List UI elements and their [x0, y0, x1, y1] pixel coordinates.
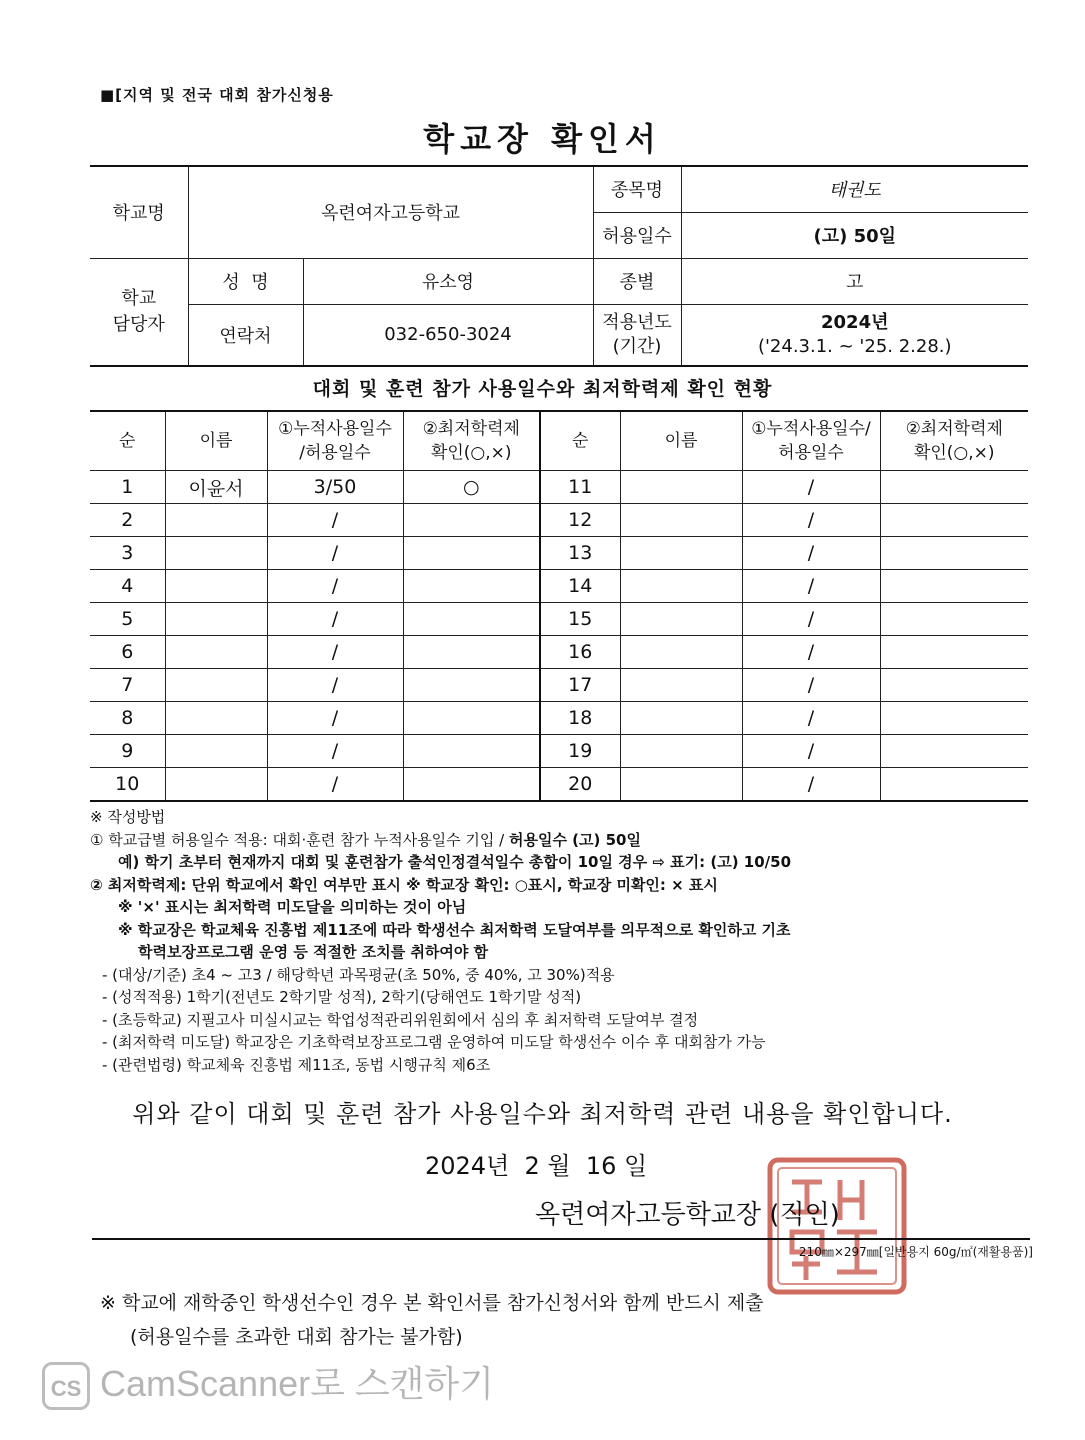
table-row	[90, 768, 1028, 802]
table-cell: 3	[90, 537, 165, 570]
table-cell: /	[742, 537, 880, 570]
table-cell: /	[267, 537, 403, 570]
detail-4: - (최저학력 미도달) 학교장은 기초학력보장프로그램 운영하여 미도달 학생선수 이수 후 대회참가 가능	[102, 1033, 766, 1051]
note-4b: 학력보장프로그램 운영 등 적절한 조치를 취하여야 함	[138, 943, 489, 961]
col-header: 이름	[165, 411, 267, 471]
table-cell	[403, 570, 540, 603]
table-cell: 11	[540, 471, 620, 504]
table-cell: /	[742, 504, 880, 537]
table-cell: 18	[540, 702, 620, 735]
col-header: ②최저학력제 확인(○,×)	[880, 411, 1028, 471]
table-cell	[165, 702, 267, 735]
table-cell	[620, 537, 742, 570]
note-1-bold: 허용일수 (고) 50일	[509, 830, 641, 849]
school-name: 옥련여자고등학교	[188, 166, 593, 258]
table-row	[90, 735, 1028, 768]
table-cell	[880, 570, 1028, 603]
table-cell	[620, 603, 742, 636]
table-cell: 17	[540, 669, 620, 702]
footer-note: ※ 학교에 재학중인 학생선수인 경우 본 확인서를 참가신청서와 함께 반드시 제출	[100, 1292, 764, 1314]
table-cell	[403, 768, 540, 802]
table-cell	[165, 570, 267, 603]
table-cell: /	[742, 768, 880, 802]
table-cell: /	[742, 735, 880, 768]
col-header: ①누적사용일수 /허용일수	[267, 411, 403, 471]
col-header: ①누적사용일수/ 허용일수	[742, 411, 880, 471]
table-cell	[880, 471, 1028, 504]
table-row	[90, 603, 1028, 636]
form-tag: ■[지역 및 전국 대회 참가신청용	[100, 86, 334, 104]
table-cell	[403, 603, 540, 636]
contact-label: 연락처	[188, 304, 303, 366]
table-cell	[880, 504, 1028, 537]
table-cell	[880, 636, 1028, 669]
detail-5: - (관련법령) 학교체육 진흥법 제11조, 동법 시행규칙 제6조	[102, 1055, 491, 1074]
name-label: 성 명	[188, 258, 303, 304]
table-cell: 15	[540, 603, 620, 636]
year-value: 2024년	[821, 311, 889, 333]
detail-1: - (대상/기준) 초4 ~ 고3 / 해당학년 과목평균(초 50%, 중 40%, 고 30%)적용	[102, 965, 615, 984]
year-label: 적용년도 (기간)	[593, 304, 681, 366]
table-cell: 20	[540, 768, 620, 802]
table-cell: /	[267, 504, 403, 537]
table-cell	[165, 669, 267, 702]
table-cell: 7	[90, 669, 165, 702]
table-cell: 10	[90, 768, 165, 802]
col-header: 이름	[620, 411, 742, 471]
table-cell	[880, 669, 1028, 702]
table-row	[90, 702, 1028, 735]
paper-spec: 210㎜×297㎜[일반용지 60g/㎡(재활용품)]	[798, 1245, 1033, 1259]
note-1-text: ① 학교급별 허용일수 적용: 대회·훈련 참가 누적사용일수 기입 /	[90, 830, 509, 849]
table-cell: 8	[90, 702, 165, 735]
year-cell	[681, 304, 1028, 366]
notes-heading: ※ 작성방법	[90, 808, 166, 826]
table-row	[90, 570, 1028, 603]
allowed-label: 허용일수	[593, 212, 681, 258]
table-cell: /	[267, 636, 403, 669]
table-cell	[403, 636, 540, 669]
table-cell: /	[267, 603, 403, 636]
table-cell	[880, 735, 1028, 768]
issue-date: 2024년 2 월 16 일	[425, 1152, 648, 1180]
table-cell	[880, 537, 1028, 570]
table-cell	[620, 768, 742, 802]
table-cell: 1	[90, 471, 165, 504]
table-cell	[620, 636, 742, 669]
sport-label: 종목명	[593, 166, 681, 212]
confirm-statement: 위와 같이 대회 및 훈련 참가 사용일수와 최저학력 관련 내용을 확인합니다.	[132, 1100, 953, 1128]
table-cell: 6	[90, 636, 165, 669]
usage-table	[90, 410, 1028, 802]
detail-2: - (성적적용) 1학기(전년도 2학기말 성적), 2학기(당해연도 1학기말 성적)	[102, 988, 582, 1006]
detail-3: - (초등학교) 지필고사 미실시교는 학업성적관리위원회에서 심의 후 최저학력 도달여부 결정	[102, 1010, 699, 1029]
info-table	[90, 165, 1028, 367]
table-cell: /	[742, 603, 880, 636]
page-title: 학교장 확인서	[423, 120, 662, 158]
instructions	[90, 806, 1040, 1076]
camscanner-watermark	[42, 1356, 494, 1410]
table-cell: /	[742, 636, 880, 669]
table-cell	[403, 537, 540, 570]
col-header: 순	[90, 411, 165, 471]
table-cell	[880, 768, 1028, 802]
allowed-value: (고) 50일	[681, 212, 1028, 258]
contact-value: 032-650-3024	[303, 304, 593, 366]
table-cell	[403, 702, 540, 735]
table-cell	[403, 735, 540, 768]
manager-label: 학교 담당자	[90, 258, 188, 366]
table-cell	[620, 735, 742, 768]
table-cell: 9	[90, 735, 165, 768]
table-cell	[620, 504, 742, 537]
footer-subnote: (허용일수를 초과한 대회 참가는 불가함)	[130, 1326, 463, 1348]
table-cell: 12	[540, 504, 620, 537]
type-label: 종별	[593, 258, 681, 304]
divider-line	[92, 1238, 1030, 1240]
table-cell: /	[267, 735, 403, 768]
table-cell: ○	[403, 471, 540, 504]
table-row	[90, 669, 1028, 702]
principal-signature: 옥련여자고등학교장 (직인)	[535, 1200, 840, 1230]
table-cell	[403, 504, 540, 537]
table-cell: /	[267, 768, 403, 802]
table-cell: 5	[90, 603, 165, 636]
table-cell	[620, 570, 742, 603]
table-cell: /	[742, 669, 880, 702]
table-cell	[165, 603, 267, 636]
table-cell: 14	[540, 570, 620, 603]
table-row	[90, 537, 1028, 570]
table-cell: 3/50	[267, 471, 403, 504]
table-row	[90, 636, 1028, 669]
table-cell	[620, 471, 742, 504]
table-cell: /	[742, 471, 880, 504]
table-cell	[165, 636, 267, 669]
table-cell	[165, 537, 267, 570]
table-cell: 이윤서	[165, 471, 267, 504]
col-header: 순	[540, 411, 620, 471]
table-cell: 4	[90, 570, 165, 603]
table-cell	[403, 669, 540, 702]
note-1-example: 예) 학기 초부터 현재까지 대회 및 훈련참가 출석인정결석일수 총합이 10일 경우 ⇨ 표기: (고) 10/50	[118, 853, 792, 871]
table-cell: /	[742, 570, 880, 603]
table-cell: /	[267, 702, 403, 735]
table-cell: 2	[90, 504, 165, 537]
table-cell	[165, 735, 267, 768]
manager-name: 유소영	[303, 258, 593, 304]
section-title: 대회 및 훈련 참가 사용일수와 최저학력제 확인 현황	[312, 378, 773, 400]
note-4a: ※ 학교장은 학교체육 진흥법 제11조에 따라 학생선수 최저학력 도달여부를 의무적으로 확인하고 기초	[118, 920, 791, 939]
note-3: ※ '×' 표시는 최저학력 미도달을 의미하는 것이 아님	[118, 898, 467, 916]
table-cell	[620, 669, 742, 702]
camscanner-text: CamScanner로 스캔하기	[100, 1363, 494, 1404]
period-value: ('24.3.1. ~ '25. 2.28.)	[757, 335, 952, 357]
table-cell: 19	[540, 735, 620, 768]
table-cell	[165, 504, 267, 537]
table-cell: /	[267, 669, 403, 702]
table-cell	[880, 603, 1028, 636]
table-cell: 13	[540, 537, 620, 570]
table-cell: /	[742, 702, 880, 735]
table-cell: /	[267, 570, 403, 603]
table-cell: 16	[540, 636, 620, 669]
note-1	[90, 829, 1040, 852]
type-value: 고	[681, 258, 1028, 304]
table-cell	[880, 702, 1028, 735]
school-label: 학교명	[90, 166, 188, 258]
col-header: ②최저학력제 확인(○,×)	[403, 411, 540, 471]
table-row	[90, 504, 1028, 537]
table-cell	[620, 702, 742, 735]
sport-value: 태권도	[681, 166, 1028, 212]
camscanner-icon: CS	[42, 1362, 90, 1410]
note-2: ② 최저학력제: 단위 학교에서 확인 여부만 표시 ※ 학교장 확인: ○표시, 학교장 미확인: × 표시	[90, 875, 718, 894]
usage-table-header	[90, 411, 1028, 471]
table-cell	[165, 768, 267, 802]
table-row	[90, 471, 1028, 504]
